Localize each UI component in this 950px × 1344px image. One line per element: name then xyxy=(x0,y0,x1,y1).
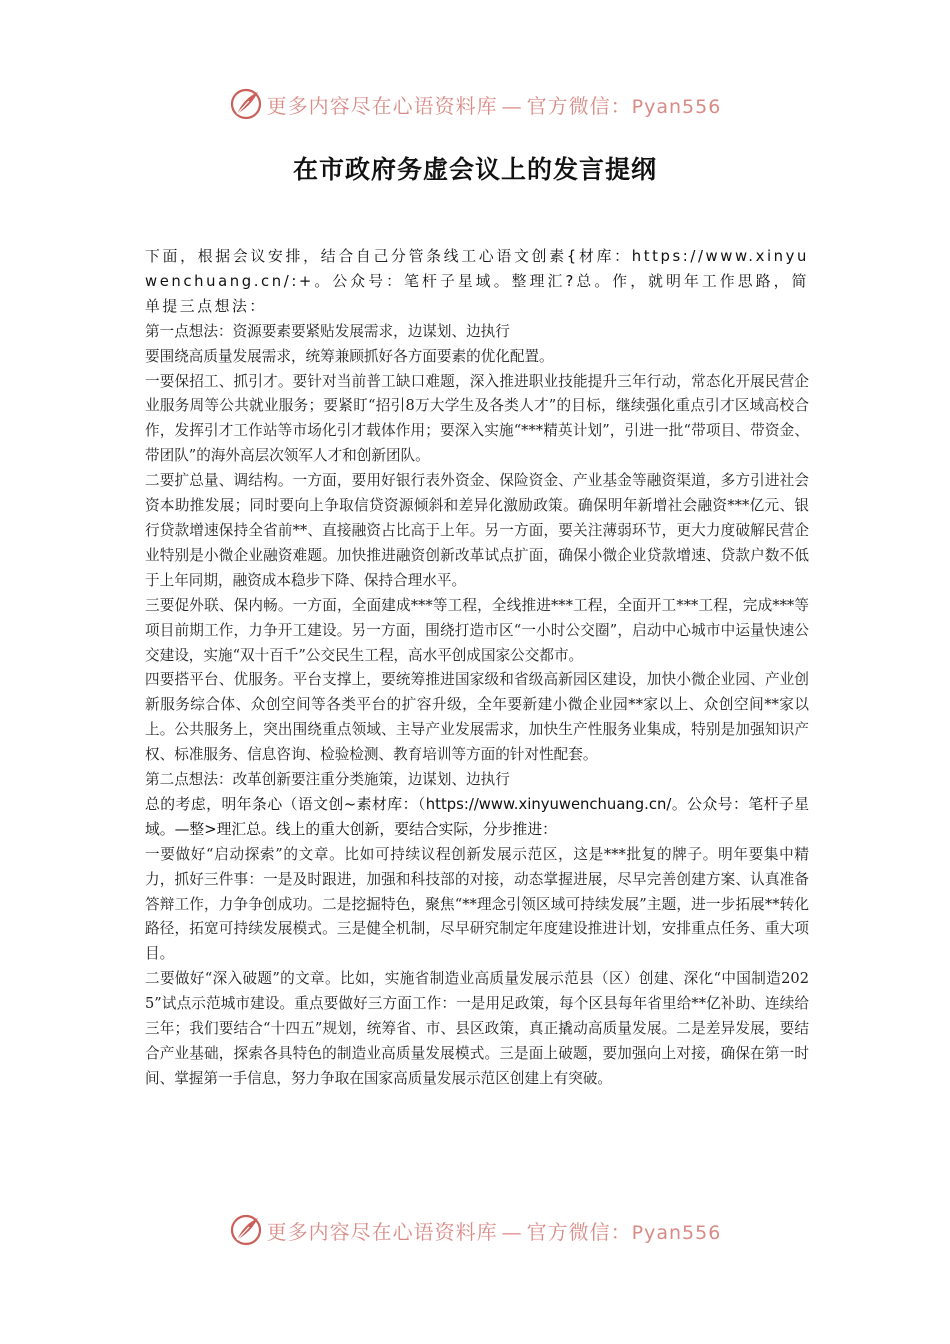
body-paragraph: 一要保招工、抓引才。要针对当前普工缺口难题，深入推进职业技能提升三年行动，常态化开展民营企业服务周等公共就业服务；要紧盯“招引8万大学生及各类人才”的目标，继续强化重点引才区域高校合作，发挥引才工作站等市场化引才载体作用；要深入实施“***精英计划”，引进一批“带项目、带资金、带团队”的海外高层次领军人才和创新团队。 xyxy=(145,372,809,465)
section-heading-2: 第二点想法：改革创新要注重分类施策，边谋划、边执行 xyxy=(145,771,510,789)
body-paragraph: 一要做好“启动探索”的文章。比如可持续议程创新发展示范区，这是***批复的牌子。明年要集中精力，抓好三件事：一是及时跟进，加强和科技部的对接，动态掌握进展，尽早完善创建方案、认真准备答辩工作，力争争创成功。二是挖掘特色，聚焦“**理念引领区域可持续发展”主题，进一步拓展**转化路径，拓宽可持续发展模式。三是健全机制，尽早研究制定年度建设推进计划，安排重点任务、重大项目。 xyxy=(145,845,809,963)
banner-separator: — xyxy=(501,93,523,118)
banner-text xyxy=(267,90,722,119)
body-paragraph: 四要搭平台、优服务。平台支撑上，要统筹推进国家级和省级高新园区建设，加快小微企业园、产业创新服务综合体、众创空间等各类平台的扩容升级，全年要新建小微企业园**家以上、众创空间**家以上。公共服务上，突出围绕重点领域、主导产业发展需求，加快生产性服务业集成，特别是加强知识产权、标准服务、信息咨询、检验检测、教育培训等方面的针对性配套。 xyxy=(145,671,809,764)
banner-slogan: 更多内容尽在心语资料库 xyxy=(266,93,498,118)
quill-logo-icon xyxy=(229,1213,263,1247)
body-paragraph: 二要做好“深入破题”的文章。比如，实施省制造业高质量发展示范县（区）创建、深化“中国制造2025”试点示范城市建设。重点要做好三方面工作：一是用足政策，每个区县每年省里给**亿补助、连续给三年；我们要结合“十四五”规划，统筹省、市、县区政策，真正撬动高质量发展。二是差异发展，要结合产业基础，探索各具特色的制造业高质量发展模式。三是面上破题，要加强向上对接，确保在第一时间、掌握第一手信息，努力争取在国家高质量发展示范区创建上有突破。 xyxy=(145,970,809,1087)
body-paragraph: 三要促外联、保内畅。一方面，全面建成***等工程，全线推进***工程，全面开工***工程，完成***等项目前期工作，力争开工建设。另一方面，围绕打造市区“一小时公交圈”，启动中心城市中运量快速公交建设，实施“双十百千”公交民生工程，高水平创成国家公交都市。 xyxy=(145,596,809,664)
banner-contact-label: 官方微信： xyxy=(526,1219,632,1244)
body-paragraph: 要围绕高质量发展需求，统筹兼顾抓好各方面要素的优化配置。 xyxy=(145,347,554,365)
header-banner xyxy=(0,84,950,124)
banner-text xyxy=(267,1216,722,1245)
banner-contact-label: 官方微信： xyxy=(526,93,632,118)
section-intro-paragraph: 总的考虑，明年条心（语文创~素材库：（https://www.xinyuwenchuang.cn/。公众号：笔杆子星域。—整>理汇总。线上的重大创新，要结合实际，分步推进： xyxy=(145,795,809,838)
intro-paragraph: 下面，根据会议安排，结合自己分管条线工心语文创素{材库：https://www.xinyuwenchuang.cn/:+。公众号：笔杆子星域。整理汇?总。作，就明年工作思路，简单提三点想法： xyxy=(145,248,809,315)
document-title: 在市政府务虚会议上的发言提纲 xyxy=(292,155,657,184)
banner-separator: — xyxy=(501,1219,523,1244)
banner-contact-id: Pyan556 xyxy=(631,95,722,118)
document-body xyxy=(145,245,809,1092)
footer-banner xyxy=(0,1210,950,1250)
banner-slogan: 更多内容尽在心语资料库 xyxy=(266,1219,498,1244)
section-heading-1: 第一点想法：资源要素要紧贴发展需求，边谋划、边执行 xyxy=(145,322,510,340)
banner-contact-id: Pyan556 xyxy=(631,1221,722,1244)
quill-logo-icon xyxy=(229,87,263,121)
body-paragraph: 二要扩总量、调结构。一方面，要用好银行表外资金、保险资金、产业基金等融资渠道，多方引进社会资本助推发展；同时要向上争取信贷资源倾斜和差异化激励政策。确保明年新增社会融资***亿元、银行贷款增速保持全省前**、直接融资占比高于上年。另一方面，要关注薄弱环节，更大力度破解民营企业特别是小微企业融资难题。加快推进融资创新改革试点扩面，确保小微企业贷款增速、贷款户数不低于上年同期，融资成本稳步下降、保持合理水平。 xyxy=(145,472,809,589)
